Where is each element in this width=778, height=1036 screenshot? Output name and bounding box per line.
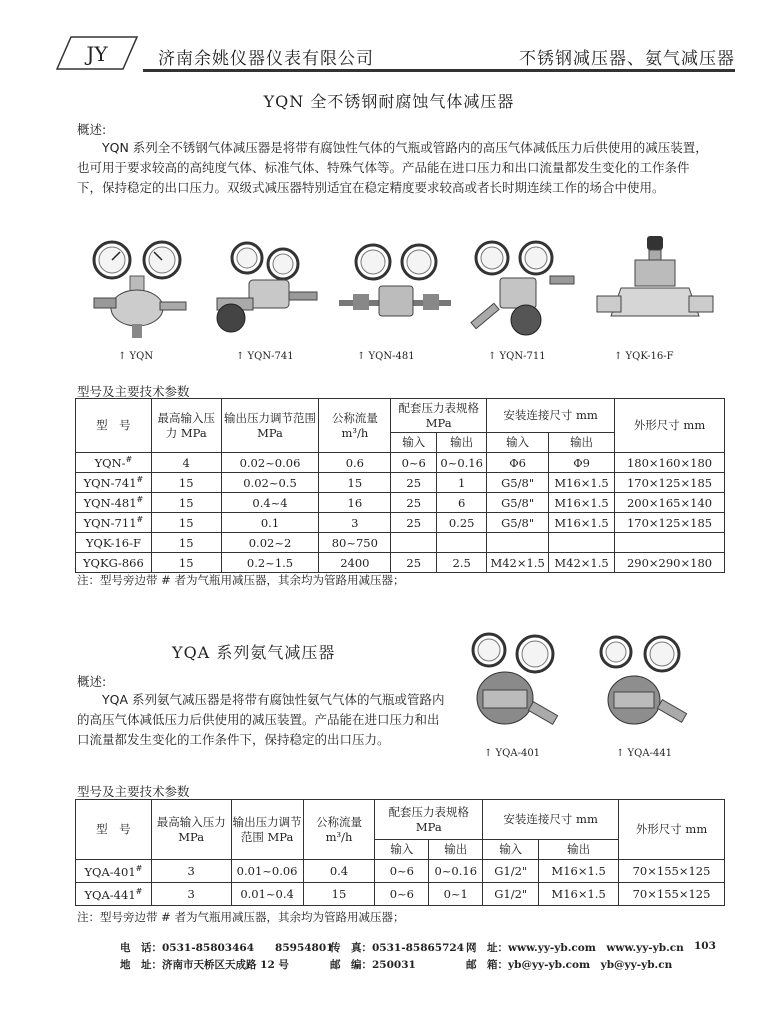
col-max-input-pressure: 最高输入压力 MPa (151, 800, 231, 860)
phone-label: 电 话： (120, 942, 162, 954)
cell-c-out: M16×1.5 (549, 493, 615, 513)
caption-yqn: ↑ YQN (118, 351, 154, 362)
cylinder-mark: # (136, 515, 144, 525)
table-row (76, 473, 725, 493)
page-number: 103 (694, 940, 716, 952)
cell-g-out: 0~1 (429, 883, 483, 906)
company-logo (55, 36, 139, 70)
cell-c-out: M16×1.5 (549, 513, 615, 533)
yqn-overview-label: 概述: (77, 122, 107, 137)
cell-flow: 2400 (319, 553, 391, 573)
product-image-yqa-401 (455, 628, 575, 746)
cell-c-in: Φ6 (487, 453, 549, 473)
footer-fax (330, 940, 464, 955)
cell-c-in (487, 533, 549, 553)
yqa-overview-text: YQA 系列氨气减压器是将带有腐蚀性氨气气体的气瓶或管路内的高压气体减低压力后供使用的减压装置。产品能在进口压力和出口流量都发生变化的工作条件下，保持稳定的出口压力。 (77, 692, 445, 747)
caption-yqn-711: ↑ YQN-711 (488, 351, 546, 362)
footer-address (120, 957, 289, 972)
model-name: YQN-741 (83, 475, 137, 490)
caption-yqn-481: ↑ YQN-481 (357, 351, 415, 362)
cell-g-in: 25 (391, 513, 437, 533)
footer-zip (330, 957, 416, 972)
col-nominal-flow (319, 399, 391, 453)
model-name: YQA-441 (84, 887, 136, 902)
caption-yqn-741: ↑ YQN-741 (236, 351, 294, 362)
page-header (55, 34, 735, 74)
table-row (76, 883, 725, 906)
addr-label: 地 址： (120, 959, 162, 971)
product-image-yqn-481 (335, 232, 455, 350)
flow-header: 公称流量 (331, 410, 378, 425)
col-conn-output: 输出 (549, 433, 615, 453)
caption-yqa-401: ↑ YQA-401 (484, 748, 541, 759)
cell-model (76, 533, 152, 553)
cell-dims: 170×125×185 (615, 513, 725, 533)
col-gauge-output: 输出 (429, 840, 483, 860)
product-image-yqn-711 (462, 232, 582, 350)
col-conn-input: 输入 (483, 840, 539, 860)
cell-g-out: 1 (437, 473, 487, 493)
cylinder-mark: # (125, 455, 133, 465)
cell-dims: 170×125×185 (615, 473, 725, 493)
fax-label: 传 真： (330, 942, 372, 954)
product-image-yqa-441 (588, 628, 708, 746)
addr-value: 济南市天桥区天成路 12 号 (162, 959, 289, 971)
model-name: YQN- (94, 455, 126, 470)
cell-max-in: 4 (151, 453, 221, 473)
col-gauge-spec: 配套压力表规格 MPa (391, 399, 487, 433)
cell-dims: 180×160×180 (615, 453, 725, 473)
cell-flow: 0.4 (303, 860, 375, 883)
cell-c-in: G1/2" (483, 860, 539, 883)
table-row (76, 453, 725, 473)
col-gauge-input: 输入 (391, 433, 437, 453)
table-row (76, 533, 725, 553)
col-model: 型 号 (76, 399, 152, 453)
table-row (76, 513, 725, 533)
col-output-range: 输出压力调节范围 MPa (221, 399, 319, 453)
caption-yqa-441: ↑ YQA-441 (616, 748, 673, 759)
table-row (76, 860, 725, 883)
model-name: YQA-401 (84, 864, 136, 879)
col-connection-size: 安装连接尺寸 mm (487, 399, 615, 433)
model-name: YQN-711 (83, 515, 137, 530)
cylinder-mark: # (135, 863, 143, 873)
model-name: YQK-16-F (85, 535, 141, 550)
caption-yqk-16-f: ↑ YQK-16-F (614, 351, 674, 362)
col-nominal-flow (303, 800, 375, 860)
cell-dims: 70×155×125 (619, 860, 725, 883)
cell-c-in: G5/8" (487, 473, 549, 493)
col-conn-output: 输出 (539, 840, 619, 860)
cell-dims: 200×165×140 (615, 493, 725, 513)
col-output-range: 输出压力调节范围 MPa (231, 800, 303, 860)
cell-dims (615, 533, 725, 553)
product-image-yqk-16-f (595, 232, 715, 350)
cell-model (76, 553, 152, 573)
col-gauge-output: 输出 (437, 433, 487, 453)
cell-c-in: M42×1.5 (487, 553, 549, 573)
cell-c-out: M16×1.5 (549, 473, 615, 493)
yqa-overview-label: 概述: (77, 674, 107, 689)
cell-out: 0.2~1.5 (221, 553, 319, 573)
svg-text:JY: JY (86, 42, 108, 66)
zip-value: 250031 (372, 959, 416, 971)
col-model: 型 号 (76, 800, 152, 860)
cell-flow: 0.6 (319, 453, 391, 473)
cell-out: 0.1 (221, 513, 319, 533)
yqn-overview-text: YQN 系列全不锈钢气体减压器是将带有腐蚀性气体的气瓶或管路内的高压气体减低压力后供使用的减压装置，也可用于要求较高的高纯度气体、标准气体、特殊气体等。产品能在进口压力和出口流量都发生变化的工作条件下，保持稳定的出口压力。双级式减压器特别适宜在稳定精度要求较高或者长时期连续工作的场合中使用。 (77, 140, 708, 195)
cell-g-out: 2.5 (437, 553, 487, 573)
cell-g-in (391, 533, 437, 553)
cell-dims: 70×155×125 (619, 883, 725, 906)
cylinder-mark: # (136, 475, 144, 485)
model-name: YQKG-866 (82, 555, 144, 570)
cell-g-in: 0~6 (375, 860, 429, 883)
model-name: YQN-481 (83, 495, 137, 510)
cell-g-out: 0.25 (437, 513, 487, 533)
cell-out: 0.4~4 (221, 493, 319, 513)
cell-model (76, 453, 152, 473)
cell-model (76, 860, 152, 883)
cell-flow: 15 (303, 883, 375, 906)
cell-out: 0.02~0.5 (221, 473, 319, 493)
cell-out: 0.01~0.4 (231, 883, 303, 906)
product-image-yqn (80, 232, 200, 350)
fax-value: 0531-85865724 (372, 942, 465, 954)
table-row (76, 553, 725, 573)
yqn-table-note: 注：型号旁边带 # 者为气瓶用减压器，其余均为管路用减压器； (77, 573, 405, 587)
cell-c-in: G5/8" (487, 493, 549, 513)
cell-g-out: 6 (437, 493, 487, 513)
cell-max-in: 3 (151, 883, 231, 906)
col-dimensions: 外形尺寸 mm (615, 399, 725, 453)
web-value[interactable]: www.yy-yb.com www.yy-yb.cn (508, 942, 684, 954)
cell-max-in: 15 (151, 473, 221, 493)
cell-model (76, 883, 152, 906)
cylinder-mark: # (135, 886, 143, 896)
cell-g-in: 25 (391, 493, 437, 513)
footer-phone (120, 940, 333, 955)
cell-max-in: 15 (151, 513, 221, 533)
cell-out: 0.02~0.06 (221, 453, 319, 473)
cell-c-in: G5/8" (487, 513, 549, 533)
flow-unit: m³/h (325, 829, 353, 844)
cell-c-out: M16×1.5 (539, 883, 619, 906)
footer-email (466, 957, 672, 972)
yqa-params-label: 型号及主要技术参数 (77, 784, 190, 799)
col-gauge-spec: 配套压力表规格 MPa (375, 800, 483, 840)
col-connection-size: 安装连接尺寸 mm (483, 800, 619, 840)
col-max-input-pressure: 最高输入压力 MPa (151, 399, 221, 453)
cell-model (76, 513, 152, 533)
flow-unit: m³/h (341, 425, 369, 440)
col-conn-input: 输入 (487, 433, 549, 453)
company-name: 济南余姚仪器仪表有限公司 (158, 49, 374, 69)
col-gauge-input: 输入 (375, 840, 429, 860)
cell-flow: 15 (319, 473, 391, 493)
cell-g-in: 0~6 (391, 453, 437, 473)
cell-max-in: 15 (151, 533, 221, 553)
cell-c-out: Φ9 (549, 453, 615, 473)
table-row (76, 493, 725, 513)
header-rule (143, 69, 735, 72)
yqn-section-title: YQN 全不锈钢耐腐蚀气体减压器 (263, 92, 515, 111)
footer-website (466, 940, 684, 955)
cell-flow: 80~750 (319, 533, 391, 553)
cell-g-out: 0~0.16 (429, 860, 483, 883)
cell-c-out: M42×1.5 (549, 553, 615, 573)
cell-c-in: G1/2" (483, 883, 539, 906)
yqa-spec-table (75, 799, 725, 906)
cell-g-out: 0~0.16 (437, 453, 487, 473)
yqa-section-title: YQA 系列氨气减压器 (172, 643, 336, 662)
col-dimensions: 外形尺寸 mm (619, 800, 725, 860)
cell-g-in: 0~6 (375, 883, 429, 906)
cell-g-in: 25 (391, 553, 437, 573)
web-label: 网 址： (466, 942, 508, 954)
cell-model (76, 493, 152, 513)
cylinder-mark: # (136, 495, 144, 505)
email-value[interactable]: yb@yy-yb.com yb@yy-yb.cn (508, 959, 673, 971)
product-image-yqn-741 (205, 232, 325, 350)
product-line-title: 不锈钢减压器、氨气减压器 (519, 49, 735, 69)
yqn-spec-table (75, 398, 725, 573)
cell-c-out (549, 533, 615, 553)
cell-out: 0.02~2 (221, 533, 319, 553)
email-label: 邮 箱： (466, 959, 508, 971)
cell-c-out: M16×1.5 (539, 860, 619, 883)
cell-out: 0.01~0.06 (231, 860, 303, 883)
flow-header: 公称流量 (315, 814, 362, 829)
phone-value: 0531-85803464 85954801 (162, 942, 334, 954)
cell-max-in: 15 (151, 493, 221, 513)
cell-model (76, 473, 152, 493)
zip-label: 邮 编： (330, 959, 372, 971)
cell-flow: 16 (319, 493, 391, 513)
yqa-table-note: 注：型号旁边带 # 者为气瓶用减压器，其余均为管路用减压器； (77, 910, 405, 924)
cell-flow: 3 (319, 513, 391, 533)
cell-g-in: 25 (391, 473, 437, 493)
cell-max-in: 15 (151, 553, 221, 573)
cell-max-in: 3 (151, 860, 231, 883)
yqn-params-label: 型号及主要技术参数 (77, 384, 190, 399)
cell-dims: 290×290×180 (615, 553, 725, 573)
cell-g-out (437, 533, 487, 553)
